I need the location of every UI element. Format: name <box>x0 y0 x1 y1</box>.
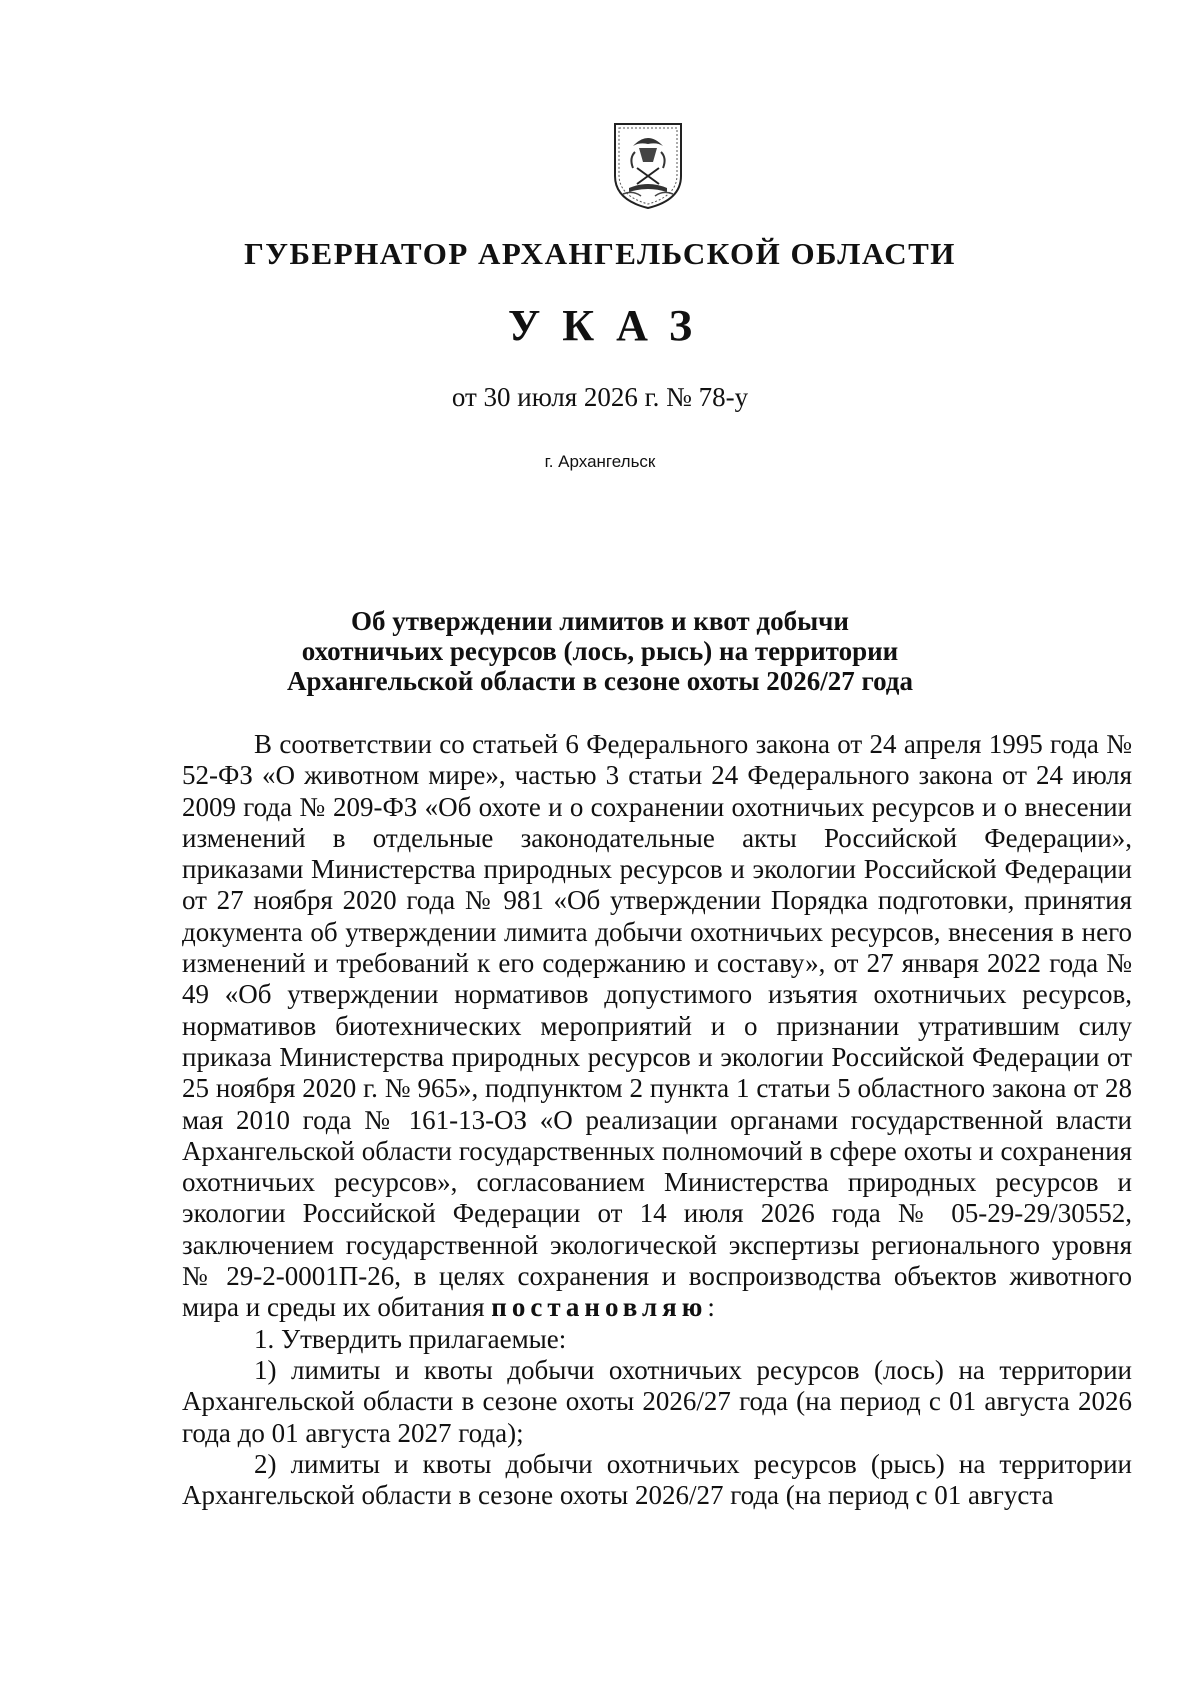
preamble-paragraph <box>182 729 1132 1324</box>
title-line: Архангельской области в сезоне охоты 2026/27 года <box>287 666 913 696</box>
preamble-text: В соответствии со статьей 6 Федерального закона от 24 апреля 1995 года № 52-ФЗ «О животном мире», частью 3 статьи 24 Федерального закона от 24 июля 2009 года № 209-ФЗ «Об охоте и о сохранении охотничьих ресурсов и о внесении изменений в отдельные законодательные акты Российской Федерации», приказами Министерства природных ресурсов и экологии Российской Федерации от 27 ноября 2020 года № 981 «Об утверждении Порядка подготовки, принятия документа об утверждении лимита добычи охотничьих ресурсов, внесения в него изменений и требований к его содержанию и составу», от 27 января 2022 года № 49 «Об утверждении нормативов допустимого изъятия охотничьих ресурсов, нормативов биотехнических мероприятий и о признании утратившим силу приказа Министерства природных ресурсов и экологии Российской Федерации от 25 ноября 2020 г. № 965», подпунктом 2 пункта 1 статьи 5 областного закона от 28 мая 2010 года № 161-13-ОЗ «О реализации органами государственной власти Архангельской области государственных полномочий в сфере охоты и сохранения охотничьих ресурсов», согласованием Министерства природных ресурсов и экологии Российской Федерации от 14 июля 2026 года № 05-29-29/30552, заключением государственной экологической экспертизы регионального уровня № 29-2-0001П-26, в целях сохранения и воспроизводства объектов животного мира и среды их обитания <box>182 729 1132 1323</box>
document-type: УКАЗ <box>507 301 715 350</box>
title-line: охотничьих ресурсов (лось, рысь) на территории <box>301 636 899 666</box>
place-of-issue: г. Архангельск <box>544 452 656 471</box>
decree-word: постановляю <box>491 1292 708 1323</box>
subitem-paragraph: 2) лимиты и квоты добычи охотничьих ресурсов (рысь) на территории Архангельской области в сезоне охоты 2026/27 года (на период с 01 августа <box>182 1448 1132 1511</box>
document-title <box>0 606 1200 696</box>
subitem-paragraph: 1) лимиты и квоты добычи охотничьих ресурсов (лось) на территории Архангельской области в сезоне охоты 2026/27 года (на период с 01 августа 2026 года до 01 августа 2027 года); <box>182 1354 1132 1448</box>
item-paragraph: 1. Утвердить прилагаемые: <box>254 1323 567 1354</box>
issuing-authority: ГУБЕРНАТОР АРХАНГЕЛЬСКОЙ ОБЛАСТИ <box>244 236 956 271</box>
document-body <box>182 729 1132 1511</box>
decree-colon: : <box>707 1292 715 1323</box>
title-line: Об утверждении лимитов и квот добычи <box>351 606 849 636</box>
document-date-number: от 30 июля 2026 г. № 78-у <box>451 382 749 412</box>
coat-of-arms-icon <box>609 118 687 212</box>
